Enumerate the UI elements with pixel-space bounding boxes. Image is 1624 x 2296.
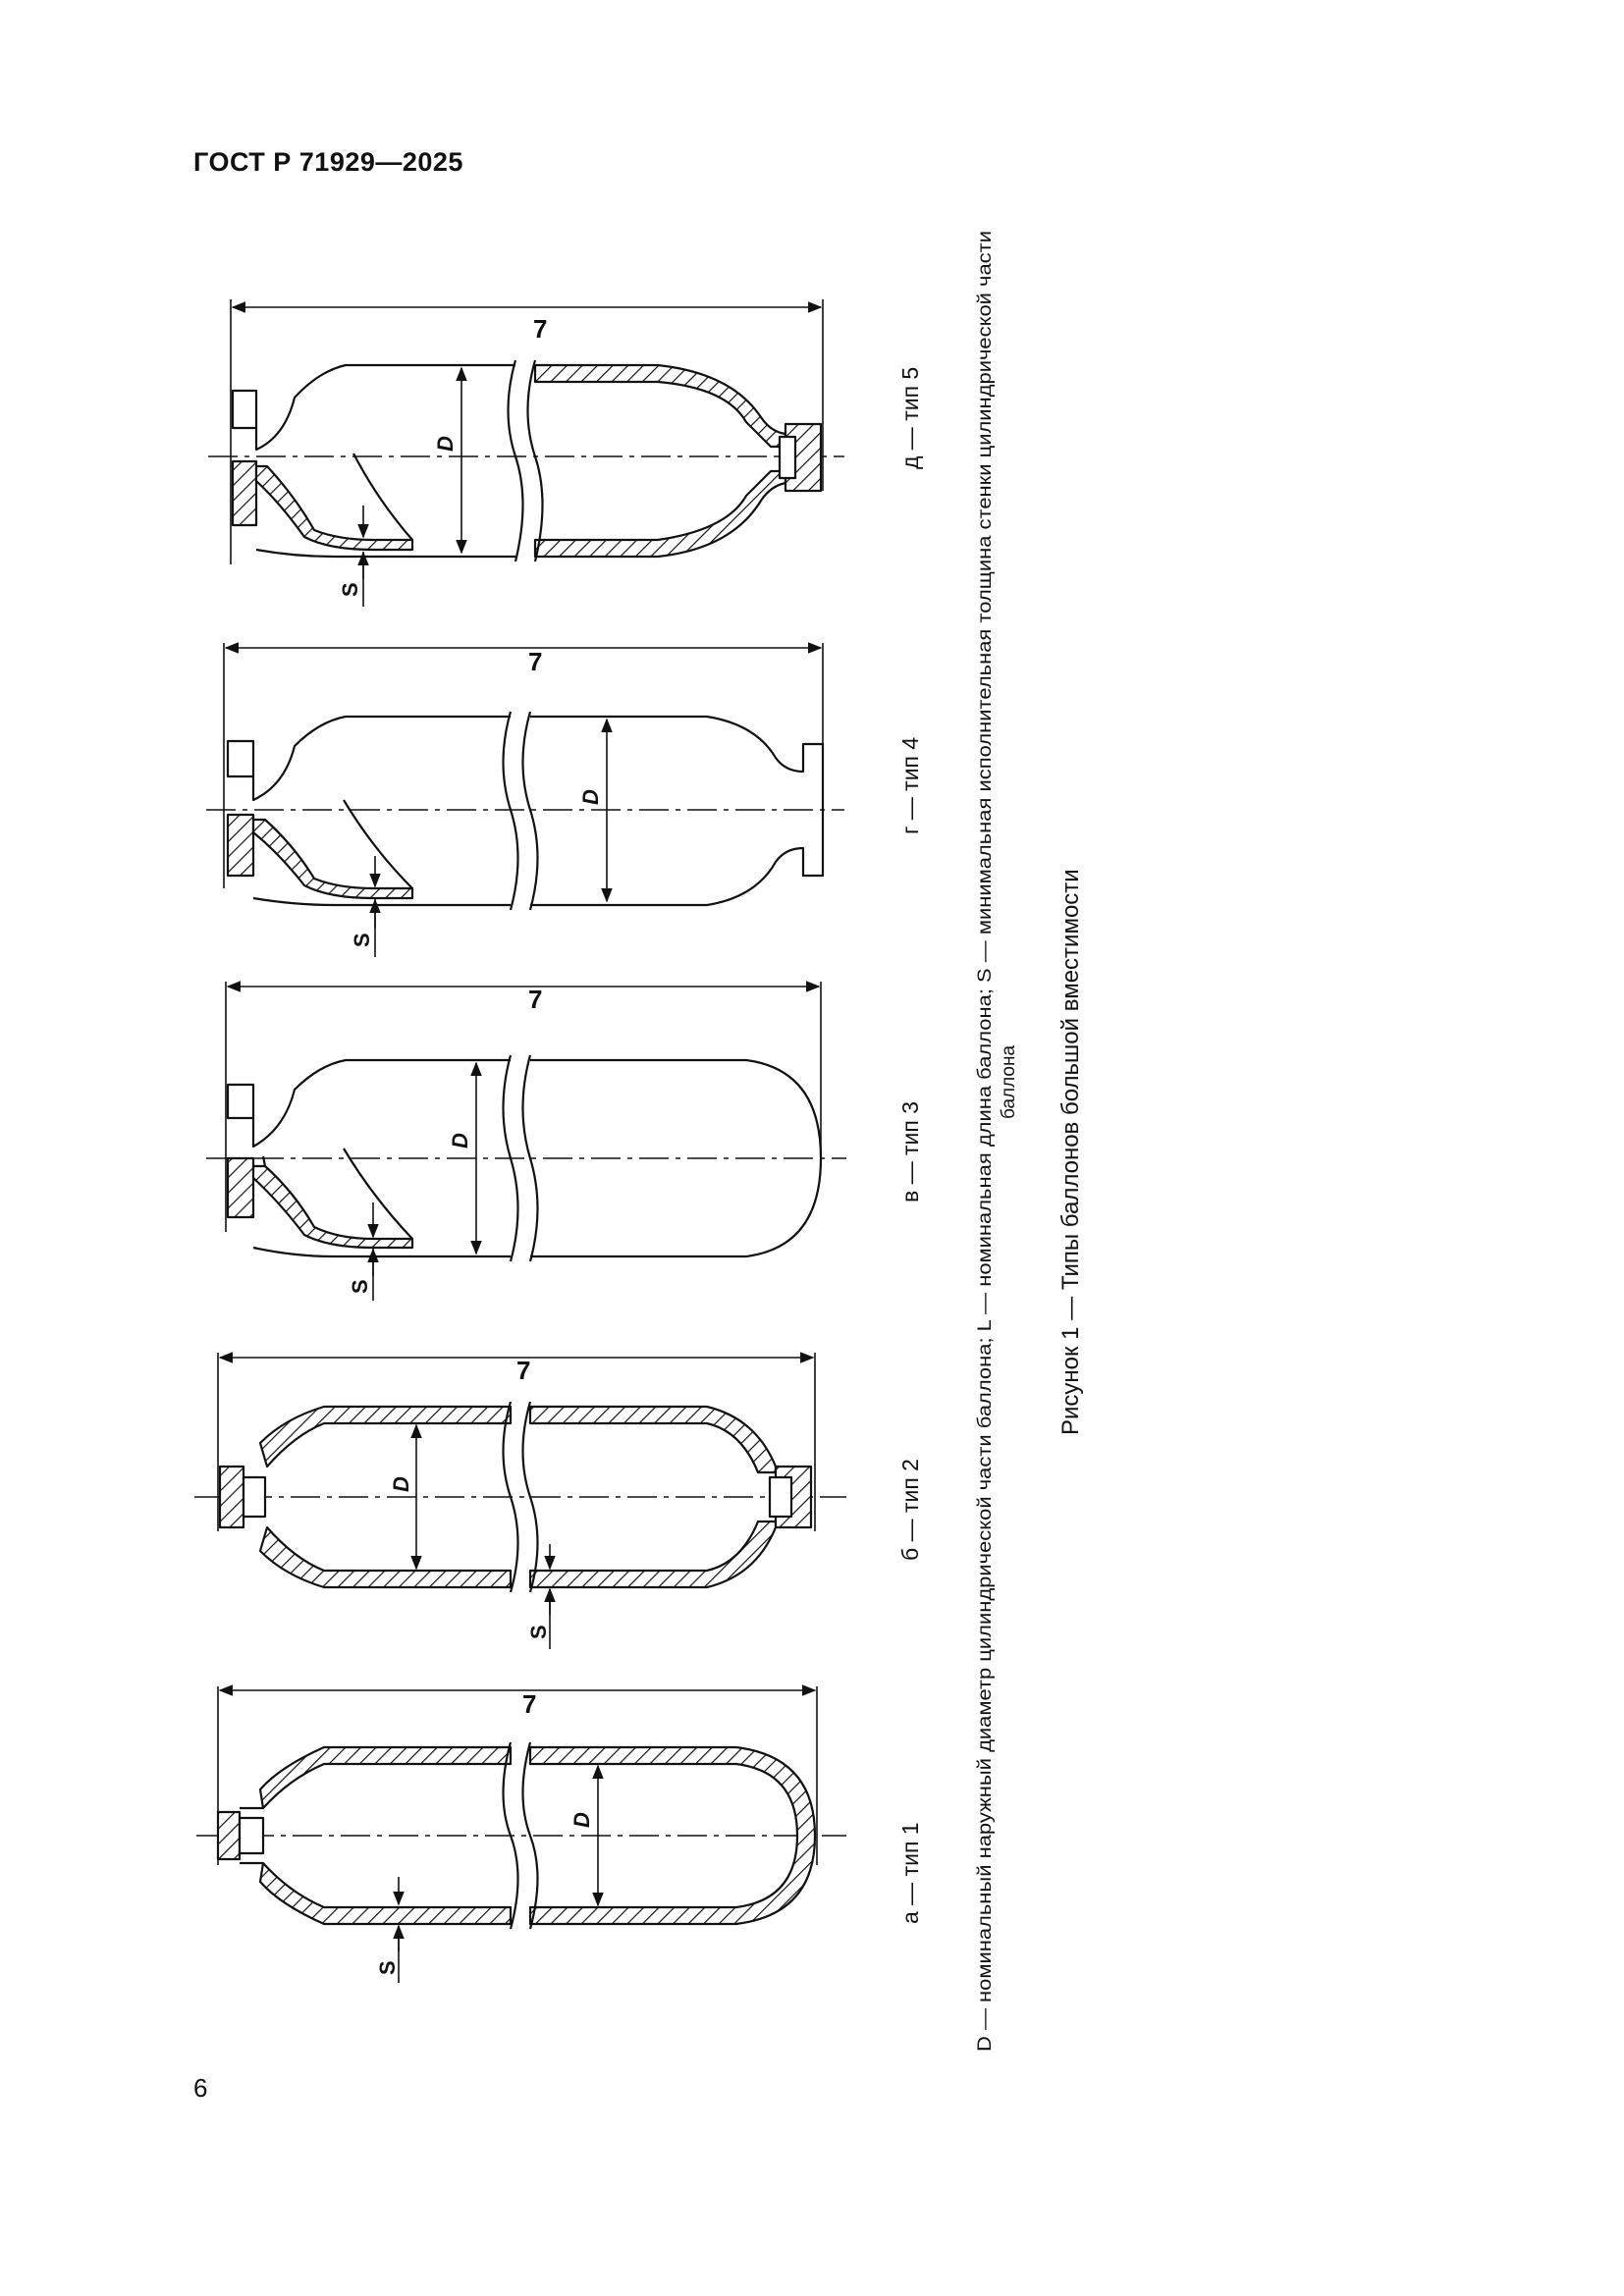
cylinder-type-3 <box>206 982 846 1301</box>
figure-caption: Рисунок 1 — Типы баллонов большой вместимости <box>1057 869 1084 1435</box>
thickness-label-4: S <box>350 933 374 947</box>
cylinder-type-1 <box>196 1686 846 1983</box>
type-label-3: в — тип 3 <box>897 1100 923 1202</box>
page-number: 6 <box>193 2073 208 2103</box>
diameter-label-4: D <box>578 789 603 805</box>
type-label-5: д — тип 5 <box>897 366 923 469</box>
cylinder-type-5 <box>208 299 844 607</box>
type-label-1: а — тип 1 <box>897 1822 923 1924</box>
length-label-2: 7 <box>516 1356 531 1385</box>
thickness-label-5: S <box>338 582 362 597</box>
length-label-4: 7 <box>528 647 543 676</box>
cylinder-type-4 <box>206 643 844 957</box>
thickness-label-1: S <box>375 1960 400 1975</box>
length-label-3: 7 <box>528 985 543 1014</box>
type-label-4: г — тип 4 <box>897 736 923 834</box>
figure-legend-line2: баллона <box>999 1044 1019 1119</box>
diameter-label-1: D <box>569 1812 594 1828</box>
type-label-2: б — тип 2 <box>897 1459 923 1561</box>
document-header: ГОСТ Р 71929—2025 <box>193 147 463 177</box>
thickness-label-3: S <box>348 1279 372 1294</box>
diameter-label-3: D <box>448 1133 472 1148</box>
length-label-1: 7 <box>522 1689 537 1719</box>
diameter-label-5: D <box>433 436 458 452</box>
figure-legend-line1: D — номинальный наружный диаметр цилиндрической части баллона; L — номинальная длина баллона; S — минимальная исполнительная толщина стенки цилиндрической части <box>975 475 996 2052</box>
length-label-5: 7 <box>533 314 548 344</box>
cylinder-type-2 <box>194 1353 846 1649</box>
diameter-label-2: D <box>389 1476 413 1492</box>
thickness-label-2: S <box>526 1625 551 1639</box>
